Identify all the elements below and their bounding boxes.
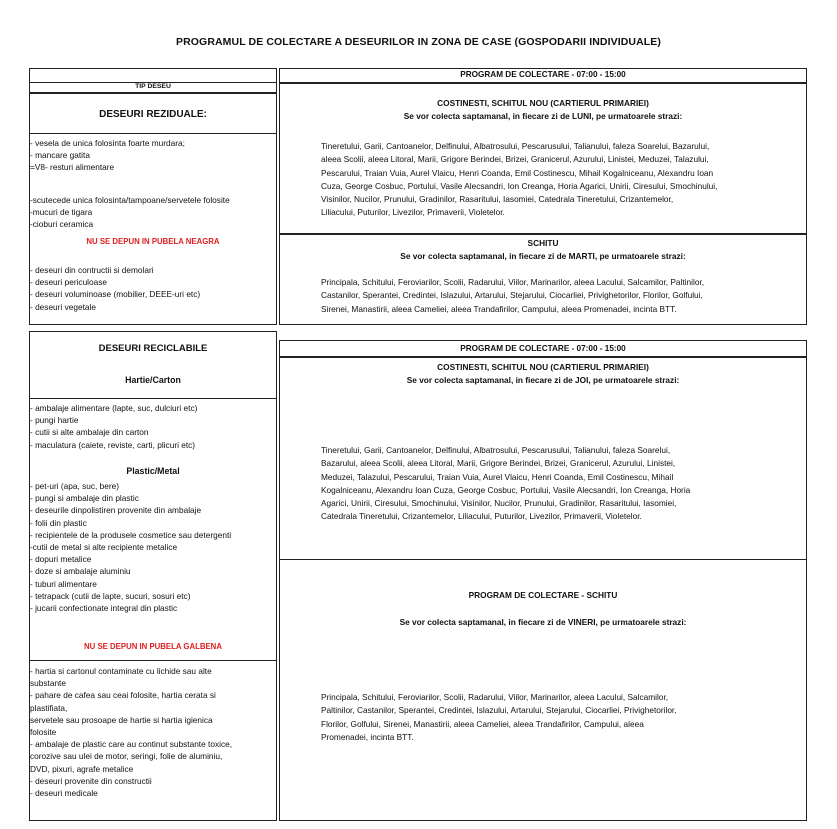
list-item: corozive sau ulei de motor, seringi, folie de aluminiu,	[30, 751, 223, 762]
program-header-1: PROGRAM DE COLECTARE - 07:00 - 15:00	[460, 70, 626, 79]
divider	[279, 356, 807, 358]
list-item: - deseuri voluminoase (mobilier, DEEE-uri etc)	[30, 289, 201, 300]
hartie-heading: Hartie/Carton	[125, 375, 181, 385]
list-item: - vesela de unica folosinta foarte murdara;	[30, 138, 185, 148]
list-item: - folii din plastic	[30, 517, 87, 528]
street-line: Visinilor, Nucilor, Prunului, Gradinilor, Rasaritului, Iasomiei, Catedrala Tineretului, Crizantemelor,	[321, 194, 674, 205]
list-item: -scutecede unica folosinta/tampoane/servetele folosite	[30, 195, 230, 205]
list-item: folosite	[30, 726, 57, 737]
street-list	[321, 444, 690, 524]
reziduale-list-a	[30, 137, 185, 174]
list-item: - deseuri din contructii si demolari	[30, 265, 154, 275]
street-line: Principala, Schitului, Feroviarilor, Scolii, Radarului, Viilor, Marinarilor, aleea Lacului, Salcamilor,	[321, 692, 669, 702]
list-item: -cutii de metal si alte recipiente metalice	[30, 541, 178, 552]
street-line: Kogalniceanu, Alexandru Ioan Cuza, George Cosbuc, Portului, Vasile Alecsandri, Ion Creanga, Horia	[321, 484, 691, 495]
list-item: - doze si ambalaje aluminiu	[30, 566, 131, 577]
street-line: Tineretului, Garii, Cantoanelor, Delfinului, Albatrosului, Pescarusului, Talianului, faleza Soarelui,	[321, 445, 671, 455]
excluded-list	[30, 665, 232, 799]
list-item: - deseuri medicale	[30, 787, 98, 798]
list-item: - cutii si alte ambalaje din carton	[30, 427, 149, 438]
hartie-list	[30, 402, 197, 451]
list-item: - tetrapack (cutii de lapte, sucuri, sosuri etc)	[30, 590, 191, 601]
list-item: -mucuri de tigara	[30, 207, 93, 218]
divider	[29, 660, 277, 661]
section-title: COSTINESTI, SCHITUL NOU (CARTIERUL PRIMARIEI)	[437, 98, 649, 108]
divider	[29, 133, 277, 134]
list-item: - jucarii confectionate integral din plastic	[30, 602, 178, 613]
list-item: - hartia si cartonul contaminate cu lichide sau alte	[30, 666, 212, 676]
section-subtitle: Se vor colecta saptamanal, in fiecare zi de MARTI, pe urmatoarele strazi:	[400, 251, 686, 261]
section-title: SCHITU	[527, 238, 559, 248]
list-item: - pet-uri (apa, suc, bere)	[30, 481, 119, 491]
street-line: Tineretului, Garii, Cantoanelor, Delfinului, Albatrosului, Pescarusului, Talianului, faleza Soarelui, Bazarului,	[321, 141, 710, 151]
plastic-list	[30, 480, 231, 614]
list-item: - deseuri provenite din constructii	[30, 775, 152, 786]
section-subtitle: Se vor colecta saptamanal, in fiecare zi de VINERI, pe urmatoarele strazi:	[399, 617, 687, 627]
section-subtitle: Se vor colecta saptamanal, in fiecare zi de JOI, pe urmatoarele strazi:	[406, 375, 680, 385]
list-item: -cioburi ceramica	[30, 219, 94, 230]
street-line: Catedrala Tineretului, Crizantemelor, Liliacului, Puturilor, Livezilor, Primaverii, Violetelor.	[321, 511, 642, 522]
list-item: - ambalaje de plastic care au continut substante toxice,	[30, 739, 233, 750]
not-allowed-black-bin: NU SE DEPUN IN PUBELA NEAGRA	[86, 237, 220, 246]
street-line: Liliacului, Puturilor, Livezilor, Primaverii, Violetelor.	[321, 207, 505, 218]
street-list	[321, 691, 677, 744]
divider	[29, 92, 277, 94]
section-title: PROGRAM DE COLECTARE - SCHITU	[468, 590, 618, 600]
street-line: Promenadei, incinta BTT.	[321, 731, 414, 742]
street-line: Pescarului, Traian Vuia, Aurel Vlaicu, Henri Coanda, Emil Costinescu, Mihail Kogalniceanu, Alexandru Ioan	[321, 167, 714, 178]
reciclabile-heading: DESEURI RECICLABILE	[98, 343, 208, 354]
street-line: Agarici, Unirii, Ciresului, Smochinului, Visinilor, Nucilor, Prunului, Gradinilor, Rasaritului, Iasomiei,	[321, 498, 677, 509]
right-bottom-box	[279, 340, 807, 821]
section-subtitle: Se vor colecta saptamanal, in fiecare zi de LUNI, pe urmatoarele strazi:	[403, 111, 683, 121]
section-title: COSTINESTI, SCHITUL NOU (CARTIERUL PRIMARIEI)	[437, 362, 649, 372]
not-allowed-yellow-bin: NU SE DEPUN IN PUBELA GALBENA	[84, 642, 222, 651]
list-item: substante	[30, 678, 66, 689]
street-line: Cuza, George Cosbuc, Portului, Vasile Alecsandri, Ion Creanga, Horia Agarici, Unirii, Ciresului, Smochinului,	[321, 180, 718, 191]
street-line: Meduzei, Talazului, Pescarului, Traian Vuia, Aurel Vlaicu, Henri Coanda, Emil Costinescu, Mihail	[321, 471, 674, 482]
divider	[279, 233, 807, 235]
list-item: - ambalaje alimentare (lapte, suc, dulciuri etc)	[30, 403, 198, 413]
list-item: - pungi si ambalaje din plastic	[30, 493, 139, 504]
list-item: - deseuri periculoase	[30, 277, 108, 288]
street-line: Bazarului, aleea Scolii, aleea Litoral, Marii, Grigore Berindei, Brizei, Granicerul, Azurului, Linistei,	[321, 458, 676, 469]
list-item: - mancare gatita	[30, 150, 90, 161]
divider	[279, 559, 807, 560]
street-line: Florilor, Golfului, Sirenei, Manastirii, aleea Cameliei, aleea Trandafirilor, Campului, aleea	[321, 718, 644, 729]
reziduale-list-c	[30, 264, 200, 313]
tip-deseu-header: TIP DESEU	[135, 83, 171, 90]
divider	[279, 82, 807, 84]
page-title: PROGRAMUL DE COLECTARE A DESEURILOR IN ZONA DE CASE (GOSPODARII INDIVIDUALE)	[176, 36, 661, 48]
street-line: Paltinilor, Castanilor, Sperantei, Credintei, Islazului, Artarului, Stejarului, Ciocarliei, Privighetorilor,	[321, 705, 677, 716]
list-item: - dopuri metalice	[30, 554, 92, 565]
list-item: - maculatura (caiete, reviste, carti, plicuri etc)	[30, 439, 196, 450]
street-line: Principala, Schitului, Feroviarilor, Scolii, Radarului, Viilor, Marinarilor, aleea Lacului, Salcamilor, Paltinilor,	[321, 277, 705, 287]
list-item: - deseurile dinpolistiren provenite din ambalaje	[30, 505, 202, 516]
reziduale-heading: DESEURI REZIDUALE:	[99, 109, 207, 120]
list-item: - recipientele de la produsele cosmetice sau detergenti	[30, 529, 232, 540]
street-list	[321, 140, 717, 220]
street-line: aleea Scolii, aleea Litoral, Marii, Grigore Berindei, Brizei, Granicerul, Azurului, Linistei, Meduzei, Talazului,	[321, 154, 709, 165]
list-item: - pahare de cafea sau ceai folosite, hartia cerata si	[30, 690, 216, 701]
list-item: DVD, pixuri, agrafe metalice	[30, 763, 134, 774]
list-item: - deseuri vegetale	[30, 301, 96, 312]
plastic-heading: Plastic/Metal	[126, 466, 180, 476]
list-item: - pungi hartie	[30, 415, 79, 426]
divider	[29, 398, 277, 399]
street-line: Castanilor, Sperantei, Credintei, Islazului, Artarului, Stejarului, Ciocarliei, Privighetorilor, Florilor, Golfului,	[321, 290, 703, 301]
reziduale-list-b	[30, 194, 230, 231]
street-line: Sirenei, Manastirii, aleea Cameliei, aleea Trandafirilor, Campului, aleea Promenadei, incinta BTT.	[321, 303, 677, 314]
list-item: =V8- resturi alimentare	[30, 162, 115, 173]
street-list	[321, 276, 704, 316]
list-item: - tuburi alimentare	[30, 578, 97, 589]
list-item: servetele sau prosoape de hartie si hartia igienica	[30, 714, 213, 725]
program-header-2: PROGRAM DE COLECTARE - 07:00 - 15:00	[460, 344, 626, 353]
list-item: plastifiata,	[30, 702, 68, 713]
